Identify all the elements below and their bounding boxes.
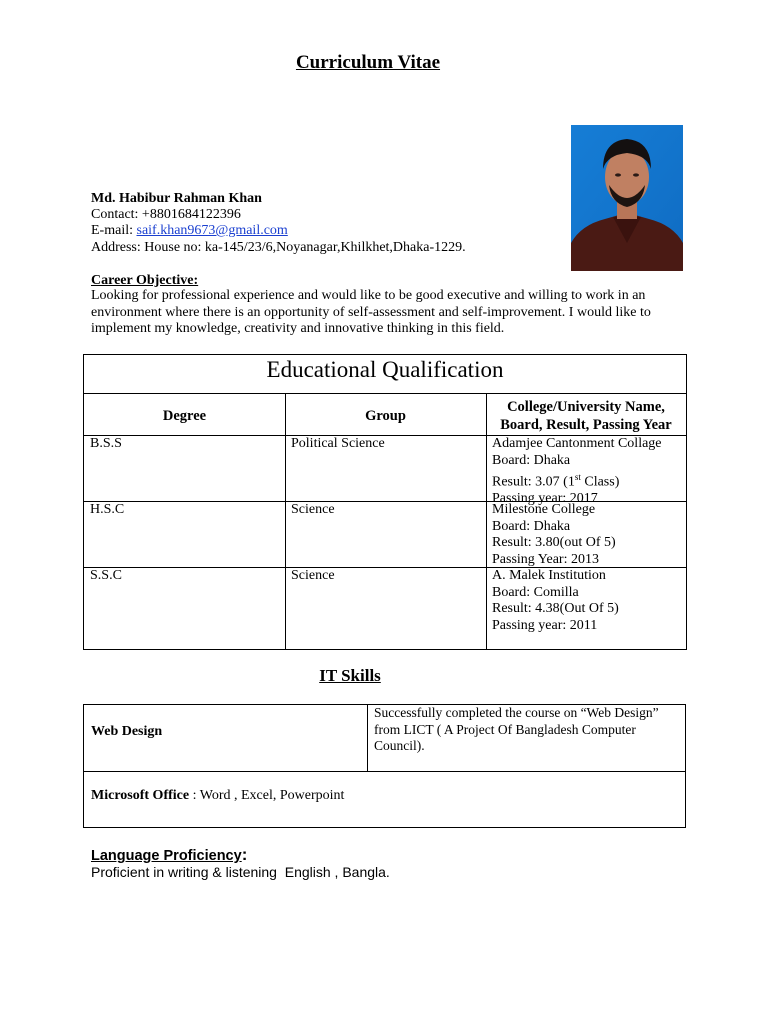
row-degree: H.S.C <box>90 502 125 517</box>
row-degree: B.S.S <box>90 436 122 451</box>
contact-line: Contact: +8801684122396 <box>91 207 241 222</box>
row-result: Result: 4.38(Out Of 5) <box>492 601 619 617</box>
language-heading: Language Proficiency: <box>91 845 248 864</box>
row-group: Science <box>291 502 335 517</box>
it-skills-title: IT Skills <box>319 666 381 685</box>
it-skills-table <box>83 704 686 828</box>
candidate-name: Md. Habibur Rahman Khan <box>91 191 262 206</box>
web-design-label: Web Design <box>91 724 163 739</box>
office-label: Microsoft Office <box>91 788 190 803</box>
row-result: Result: 3.07 (1st Class) <box>492 472 620 490</box>
office-skill-line <box>91 788 344 805</box>
header-degree: Degree <box>162 408 207 424</box>
row-degree: S.S.C <box>90 568 122 583</box>
header-institution: College/University Name, Board, Result, Passing Year <box>500 399 672 433</box>
email-line <box>91 223 288 240</box>
email-link[interactable]: saif.khan9673@gmail.com <box>136 223 288 238</box>
row-board: Board: Dhaka <box>492 452 571 468</box>
language-text: Proficient in writing & listening English , Bangla. <box>91 864 390 880</box>
row-year: Passing Year: 2013 <box>492 551 599 567</box>
row-institution: Milestone College <box>492 502 596 517</box>
address-line: Address: House no: ka-145/23/6,Noyanagar,Khilkhet,Dhaka-1229. <box>91 240 466 255</box>
row-details <box>492 502 616 568</box>
row-group: Science <box>291 568 335 583</box>
page-title: Curriculum Vitae <box>295 52 441 73</box>
career-objective-text: Looking for professional experience and would like to be good executive and willing to work in an environment where there is an opportunity of self-assessment and self-improvement. I would like to implement my knowledge, creativity and innovative thinking in this field. <box>91 288 651 337</box>
row-board: Board: Comilla <box>492 584 579 600</box>
header-group: Group <box>365 408 406 424</box>
office-desc: : Word , Excel, Powerpoint <box>189 788 345 803</box>
row-details <box>492 568 619 634</box>
row-year: Passing year: 2017 <box>492 491 598 507</box>
row-year: Passing year: 2011 <box>492 617 598 633</box>
row-details <box>492 436 662 508</box>
email-label: E-mail: <box>91 223 137 238</box>
row-result: Result: 3.80(out Of 5) <box>492 535 616 551</box>
career-objective-heading: Career Objective: <box>91 273 199 288</box>
education-table <box>83 354 687 650</box>
education-title: Educational Qualification <box>266 357 504 382</box>
profile-photo <box>571 125 683 271</box>
row-institution: A. Malek Institution <box>492 568 606 583</box>
row-group: Political Science <box>291 436 385 451</box>
row-institution: Adamjee Cantonment Collage <box>492 436 662 451</box>
row-board: Board: Dhaka <box>492 518 571 534</box>
web-design-desc: Successfully completed the course on “Web Design” from LICT ( A Project Of Bangladesh Computer Council). <box>374 705 659 754</box>
